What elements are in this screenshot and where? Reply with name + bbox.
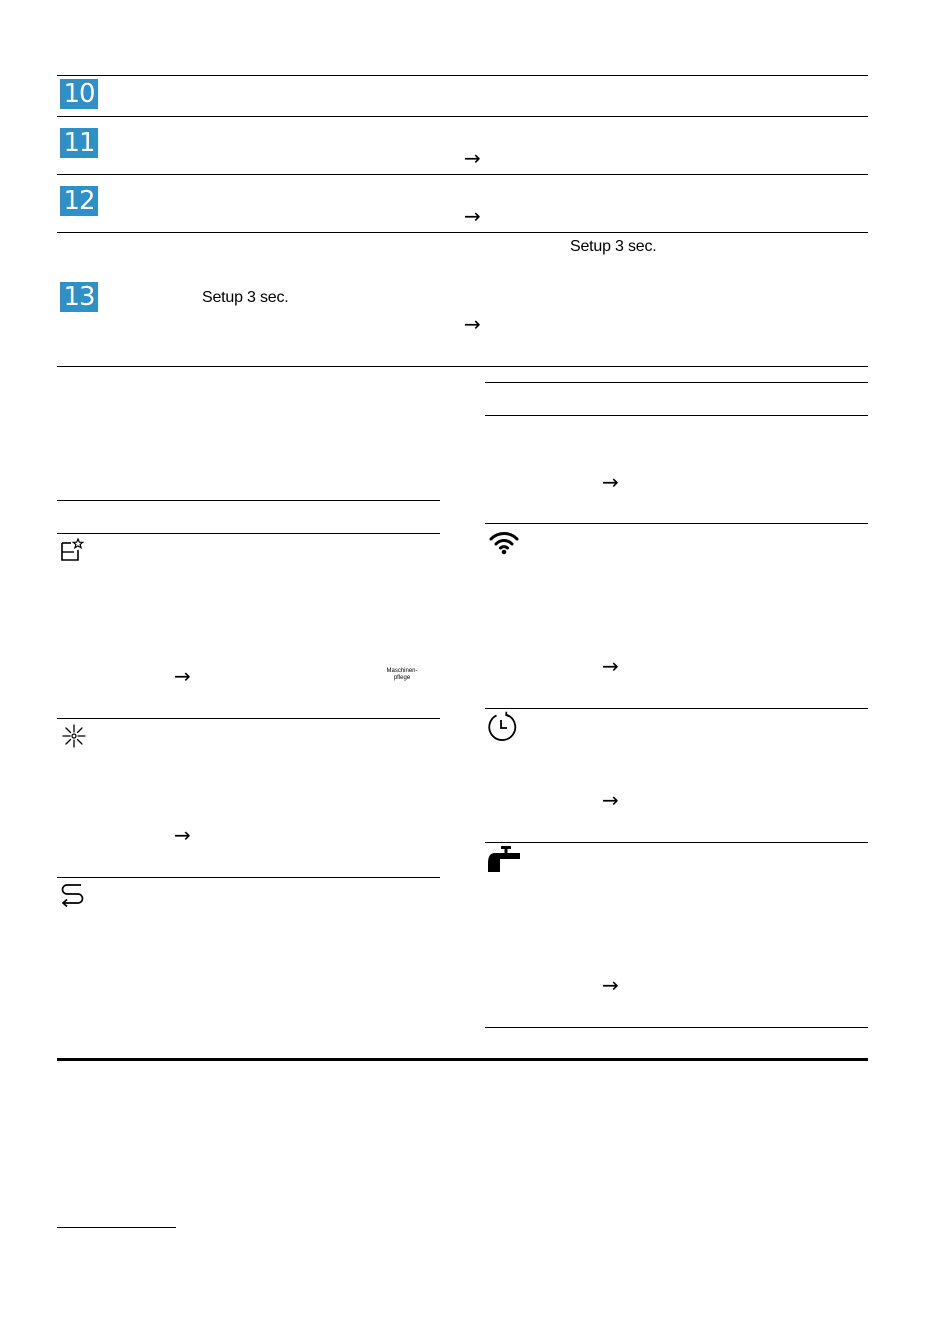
machine-care-icon (59, 538, 87, 564)
arrow-step-11: → (464, 146, 481, 170)
arrow-wifi: → (602, 654, 619, 678)
machine-care-label-line2: pflege (393, 675, 411, 681)
bottom-rule (57, 1058, 868, 1061)
arrow-step-13: → (464, 312, 481, 336)
arrow-machine-care: → (174, 664, 191, 688)
water-tap-icon (487, 845, 521, 873)
rule-left-2 (57, 533, 440, 534)
setup-label-left: Setup 3 sec. (202, 289, 289, 306)
arrow-right-1: → (602, 470, 619, 494)
rule-right-6 (485, 1027, 868, 1028)
timer-icon (486, 711, 518, 743)
arrow-sparkle: → (174, 823, 191, 847)
wifi-icon (488, 529, 520, 555)
rule-left-4 (57, 877, 440, 878)
footnote-rule (57, 1227, 176, 1228)
step-number-10: 10 (60, 79, 98, 109)
machine-care-button-label (380, 668, 424, 682)
rule-top-5 (57, 366, 868, 367)
loop-icon (59, 882, 87, 908)
rule-right-4 (485, 708, 868, 709)
arrow-water-tap: → (602, 973, 619, 997)
rule-left-3 (57, 718, 440, 719)
rule-top-4 (57, 232, 868, 233)
step-number-12: 12 (60, 186, 98, 216)
step-number-11: 11 (60, 128, 98, 158)
arrow-step-12: → (464, 204, 481, 228)
arrow-timer: → (602, 788, 619, 812)
rule-right-3 (485, 523, 868, 524)
rule-left-1 (57, 500, 440, 501)
rule-right-5 (485, 842, 868, 843)
rule-top-2 (57, 116, 868, 117)
setup-label-right: Setup 3 sec. (570, 238, 657, 255)
sparkle-icon (61, 723, 87, 749)
rule-right-2 (485, 415, 868, 416)
rule-top-3 (57, 174, 868, 175)
rule-top-1 (57, 75, 868, 76)
step-number-13: 13 (60, 282, 98, 312)
machine-care-label-line1: Maschinen- (386, 668, 418, 674)
rule-right-1 (485, 382, 868, 383)
